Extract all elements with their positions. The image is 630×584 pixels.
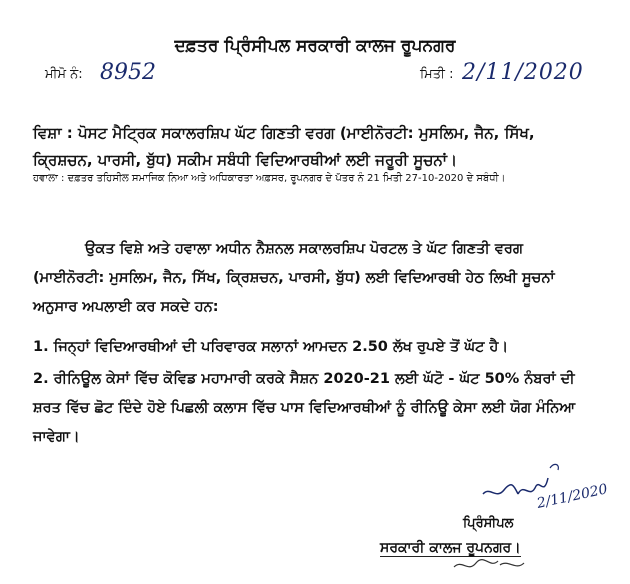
subject-line: ਵਿਸ਼ਾ : ਪੋਸਟ ਮੈਟ੍ਰਿਕ ਸਕਾਲਰਸ਼ਿਪ ਘੱਟ ਗਿਣਤੀ ਵਰਗ (ਮਾਈਨੋਰਟੀ: ਮੁਸਲਿਮ, ਜੈਨ, ਸਿੱਖ, ਕ੍ਰਿਸ਼ਚਨ, ਪਾਰਸੀ, ਬੁੱਧ) ਸਕੀਮ ਸਬੰਧੀ ਵਿਦਿਆਰਥੀਆਂ ਲਈ ਜਰੂਰੀ ਸੂਚਨਾਂ।	[33, 124, 535, 169]
college-name-text: ਸਰਕਾਰੀ ਕਾਲਜ ਰੂਪਨਗਰ।	[380, 540, 521, 556]
handwritten-signature	[478, 456, 618, 518]
date-value: 2/11/2020	[462, 60, 584, 85]
condition-item-2: 2. ਰੀਨਿਊਲ ਕੇਸਾਂ ਵਿੱਚ ਕੋਵਿਡ ਮਹਾਮਾਰੀ ਕਰਕੇ ਸੈਸ਼ਨ 2020-21 ਲਈ ਘੱਟੋ - ਘੱਟ 50% ਨੰਬਰਾਂ ਦੀ ਸ਼ਰਤ ਵਿੱਚ ਛੋਟ ਦਿੰਦੇ ਹੋਏ ਪਿਛਲੀ ਕਲਾਸ ਵਿੱਚ ਪਾਸ ਵਿਦਿਆਰਥੀਆਂ ਨੂੰ ਰੀਨਿਊ ਕੇਸਾ ਲਈ ਯੋਗ ਮੰਨਿਆ ਜਾਵੇਗਾ।	[33, 371, 576, 445]
condition-item-1: 1. ਜਿਨ੍ਹਾਂ ਵਿਦਿਆਰਥੀਆਂ ਦੀ ਪਰਿਵਾਰਕ ਸਲਾਨਾਂ ਆਮਦਨ 2.50 ਲੱਖ ਰੁਪਏ ਤੋਂ ਘੱਟ ਹੈ।	[33, 339, 509, 355]
date-label: ਮਿਤੀ :	[420, 67, 454, 82]
memo-number: 8952	[100, 60, 156, 85]
initials-scribble	[450, 555, 530, 575]
office-heading: ਦਫ਼ਤਰ ਪ੍ਰਿੰਸੀਪਲ ਸਰਕਾਰੀ ਕਾਲਜ ਰੂਪਨਗਰ	[174, 36, 456, 56]
reference-line: ਹਵਾਲਾ : ਦਫ਼ਤਰ ਤਹਿਸੀਲ ਸਮਾਜਿਕ ਨਿਆ ਅਤੇ ਅਧਿਕਾਰਤਾ ਅਫ਼ਸਰ, ਰੂਪਨਗਰ ਦੇ ਪੱਤਰ ਨੰ 21 ਮਿਤੀ 27-10-2020 ਦੇ ਸਬੰਧੀ।	[33, 173, 506, 184]
intro-paragraph: ਉਕਤ ਵਿਸ਼ੇ ਅਤੇ ਹਵਾਲਾ ਅਧੀਨ ਨੈਸ਼ਨਲ ਸਕਾਲਰਸ਼ਿਪ ਪੋਰਟਲ ਤੇ ਘੱਟ ਗਿਣਤੀ ਵਰਗ (ਮਾਈਨੋਰਟੀ: ਮੁਸਲਿਮ, ਜੈਨ, ਸਿੱਖ, ਕ੍ਰਿਸ਼ਚਨ, ਪਾਰਸੀ, ਬੁੱਧ) ਲਈ ਵਿਦਿਆਰਥੀ ਹੇਠ ਲਿਖੀ ਸੂਚਨਾਂ ਅਨੁਸਾਰ ਅਪਲਾਈ ਕਰ ਸਕਦੇ ਹਨ:	[33, 241, 555, 315]
memo-label: ਮੀਮੋ ਨੰ:	[45, 67, 83, 82]
designation-principal: ਪ੍ਰਿੰਸੀਪਲ	[463, 516, 514, 531]
signature-date: 2/11/2020	[535, 481, 610, 512]
college-name	[380, 540, 521, 556]
